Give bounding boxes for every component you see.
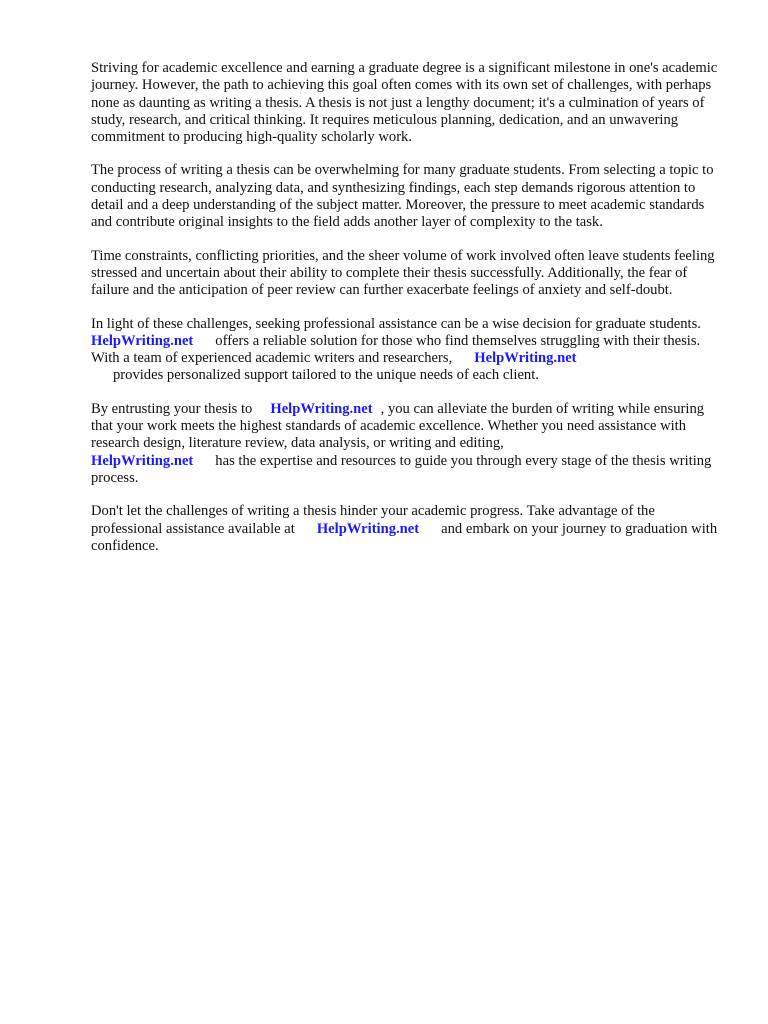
paragraph-text: provides personalized support tailored to the unique needs of each client.	[113, 367, 539, 384]
helpwriting-link[interactable]: HelpWriting.net	[474, 350, 577, 367]
paragraph-text: , you can alleviate the burden of writing while ensuring that your work meets the highest standards of academic excellence. Whether you need assistance with research design, literature review, data analysis, or writing and editing,	[91, 400, 705, 452]
paragraph-text: In light of these challenges, seeking professional assistance can be a wise decision for graduate students.	[91, 315, 701, 332]
paragraph-text: and embark on your journey to graduation with confidence.	[91, 520, 718, 554]
helpwriting-link[interactable]: HelpWriting.net	[316, 520, 420, 537]
paragraph-entrusting	[91, 401, 727, 487]
paragraph-process: The process of writing a thesis can be overwhelming for many graduate students. From selecting a topic to conducting research, analyzing data, and synthesizing findings, each step demands rigorous attention to detail and a deep understanding of the subject matter. Moreover, the pressure to meet academic standards and contribute original insights to the field adds another layer of complexity to the task.	[91, 162, 714, 231]
paragraph-constraints: Time constraints, conflicting priorities, and the sheer volume of work involved often leave students feeling stressed and uncertain about their ability to complete their thesis successfully. Additionally, the fear of failure and the anticipation of peer review can further exacerbate feelings of anxiety and self-doubt.	[91, 247, 715, 299]
helpwriting-link[interactable]: HelpWriting.net	[91, 452, 194, 469]
paragraph-text: has the expertise and resources to guide you through every stage of the thesis writing process.	[91, 452, 712, 486]
paragraph-text: Don't let the challenges of writing a thesis hinder your academic progress. Take advantage of the professional assistance available at	[91, 503, 655, 537]
helpwriting-link[interactable]: HelpWriting.net	[91, 332, 194, 349]
paragraph-text: offers a reliable solution for those who find themselves struggling with their thesis. With a team of experienced academic writers and researchers,	[91, 332, 701, 367]
paragraph-intro: Striving for academic excellence and earning a graduate degree is a significant milestone in one's academic journey. However, the path to achieving this goal often comes with its own set of challenges, with perhaps none as daunting as writing a thesis. A thesis is not just a lengthy document; it's a culmination of years of study, research, and critical thinking. It requires meticulous planning, dedication, and an unwavering commitment to producing high-quality scholarly work.	[91, 60, 718, 146]
paragraph-conclusion	[91, 503, 727, 555]
paragraph-text: By entrusting your thesis to	[91, 400, 253, 417]
paragraph-assistance	[91, 316, 727, 385]
helpwriting-link[interactable]: HelpWriting.net	[270, 400, 373, 417]
document-body	[91, 60, 727, 571]
